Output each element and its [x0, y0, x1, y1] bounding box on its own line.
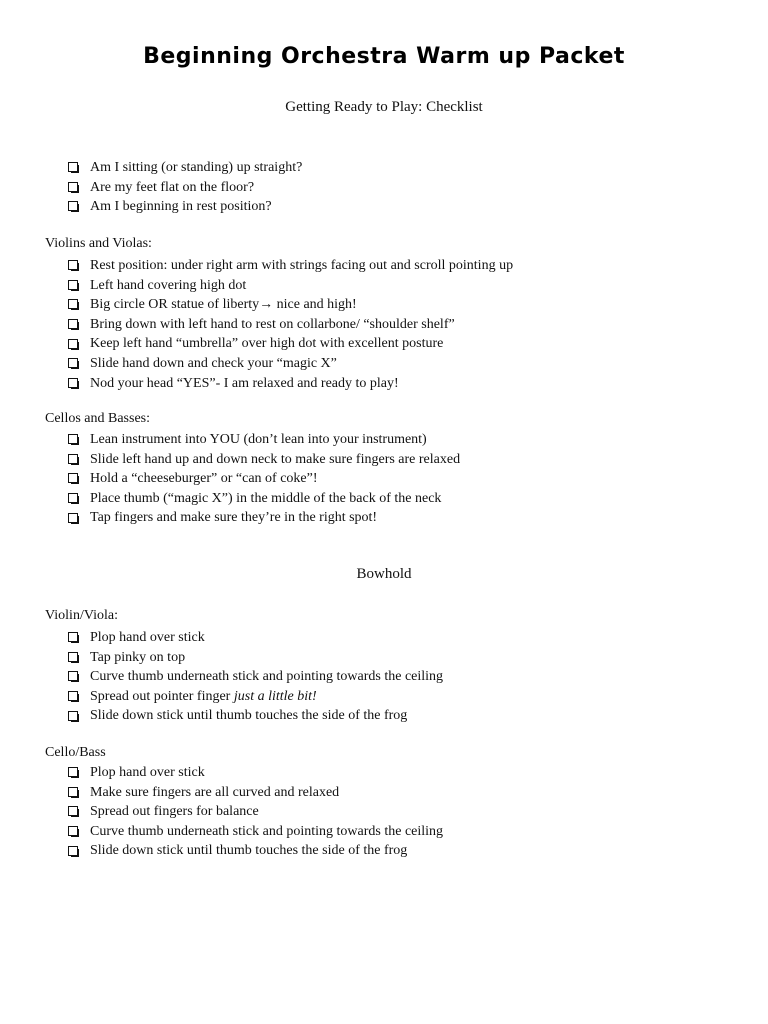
checkbox-icon	[68, 711, 79, 722]
list-item: Slide left hand up and down neck to make sure fingers are relaxed	[68, 450, 460, 470]
list-item: Am I beginning in rest position?	[68, 197, 302, 217]
checkbox-icon	[68, 201, 79, 212]
list-item: Keep left hand “umbrella” over high dot with excellent posture	[68, 334, 513, 354]
list-item: Curve thumb underneath stick and pointing towards the ceiling	[68, 667, 443, 687]
checkbox-icon	[68, 378, 79, 389]
checkbox-icon	[68, 280, 79, 291]
checkbox-icon	[68, 652, 79, 663]
violin-viola-bowhold-checklist	[68, 628, 443, 726]
checkbox-icon	[68, 339, 79, 350]
checkbox-icon	[68, 319, 79, 330]
list-item: Big circle OR statue of liberty→ nice and high!	[68, 295, 513, 315]
list-item: Spread out fingers for balance	[68, 802, 443, 822]
checkbox-icon	[68, 493, 79, 504]
emphasis-text: just a little bit!	[233, 688, 317, 704]
cellos-basses-checklist	[68, 430, 460, 528]
checkbox-icon	[68, 787, 79, 798]
checkbox-icon	[68, 260, 79, 271]
checkbox-icon	[68, 454, 79, 465]
list-item: Make sure fingers are all curved and relaxed	[68, 783, 443, 803]
list-item: Slide hand down and check your “magic X”	[68, 354, 513, 374]
bowhold-heading: Bowhold	[356, 566, 412, 582]
checkbox-icon	[68, 806, 79, 817]
checkbox-icon	[68, 162, 79, 173]
checkbox-icon	[68, 473, 79, 484]
list-item: Curve thumb underneath stick and pointing towards the ceiling	[68, 822, 443, 842]
cello-bass-bowhold-checklist	[68, 763, 443, 861]
list-item: Place thumb (“magic X”) in the middle of the back of the neck	[68, 489, 460, 509]
page-title: Beginning Orchestra Warm up Packet	[143, 44, 625, 69]
list-item: Slide down stick until thumb touches the side of the frog	[68, 841, 443, 861]
checkbox-icon	[68, 846, 79, 857]
list-item: Rest position: under right arm with strings facing out and scroll pointing up	[68, 256, 513, 276]
list-item: Hold a “cheeseburger” or “can of coke”!	[68, 469, 460, 489]
checkbox-icon	[68, 767, 79, 778]
list-item: Lean instrument into YOU (don’t lean into your instrument)	[68, 430, 460, 450]
violins-violas-checklist	[68, 256, 513, 393]
violin-viola-label: Violin/Viola:	[45, 608, 118, 623]
violins-violas-label: Violins and Violas:	[45, 236, 152, 251]
checkbox-icon	[68, 513, 79, 524]
list-item: Slide down stick until thumb touches the side of the frog	[68, 706, 443, 726]
checkbox-icon	[68, 826, 79, 837]
list-item: Spread out pointer finger just a little bit!	[68, 687, 443, 707]
list-item: Plop hand over stick	[68, 763, 443, 783]
general-checklist	[68, 158, 302, 217]
list-item: Plop hand over stick	[68, 628, 443, 648]
checklist-heading: Getting Ready to Play: Checklist	[285, 99, 483, 115]
checkbox-icon	[68, 632, 79, 643]
list-item: Am I sitting (or standing) up straight?	[68, 158, 302, 178]
list-item: Bring down with left hand to rest on collarbone/ “shoulder shelf”	[68, 315, 513, 335]
checkbox-icon	[68, 358, 79, 369]
checkbox-icon	[68, 182, 79, 193]
list-item: Are my feet flat on the floor?	[68, 178, 302, 198]
list-item: Left hand covering high dot	[68, 276, 513, 296]
cellos-basses-label: Cellos and Basses:	[45, 411, 150, 426]
checkbox-icon	[68, 671, 79, 682]
checkbox-icon	[68, 299, 79, 310]
list-item: Tap fingers and make sure they’re in the right spot!	[68, 508, 460, 528]
checkbox-icon	[68, 691, 79, 702]
checkbox-icon	[68, 434, 79, 445]
cello-bass-label: Cello/Bass	[45, 745, 106, 760]
list-item: Nod your head “YES”- I am relaxed and ready to play!	[68, 374, 513, 394]
list-item: Tap pinky on top	[68, 648, 443, 668]
